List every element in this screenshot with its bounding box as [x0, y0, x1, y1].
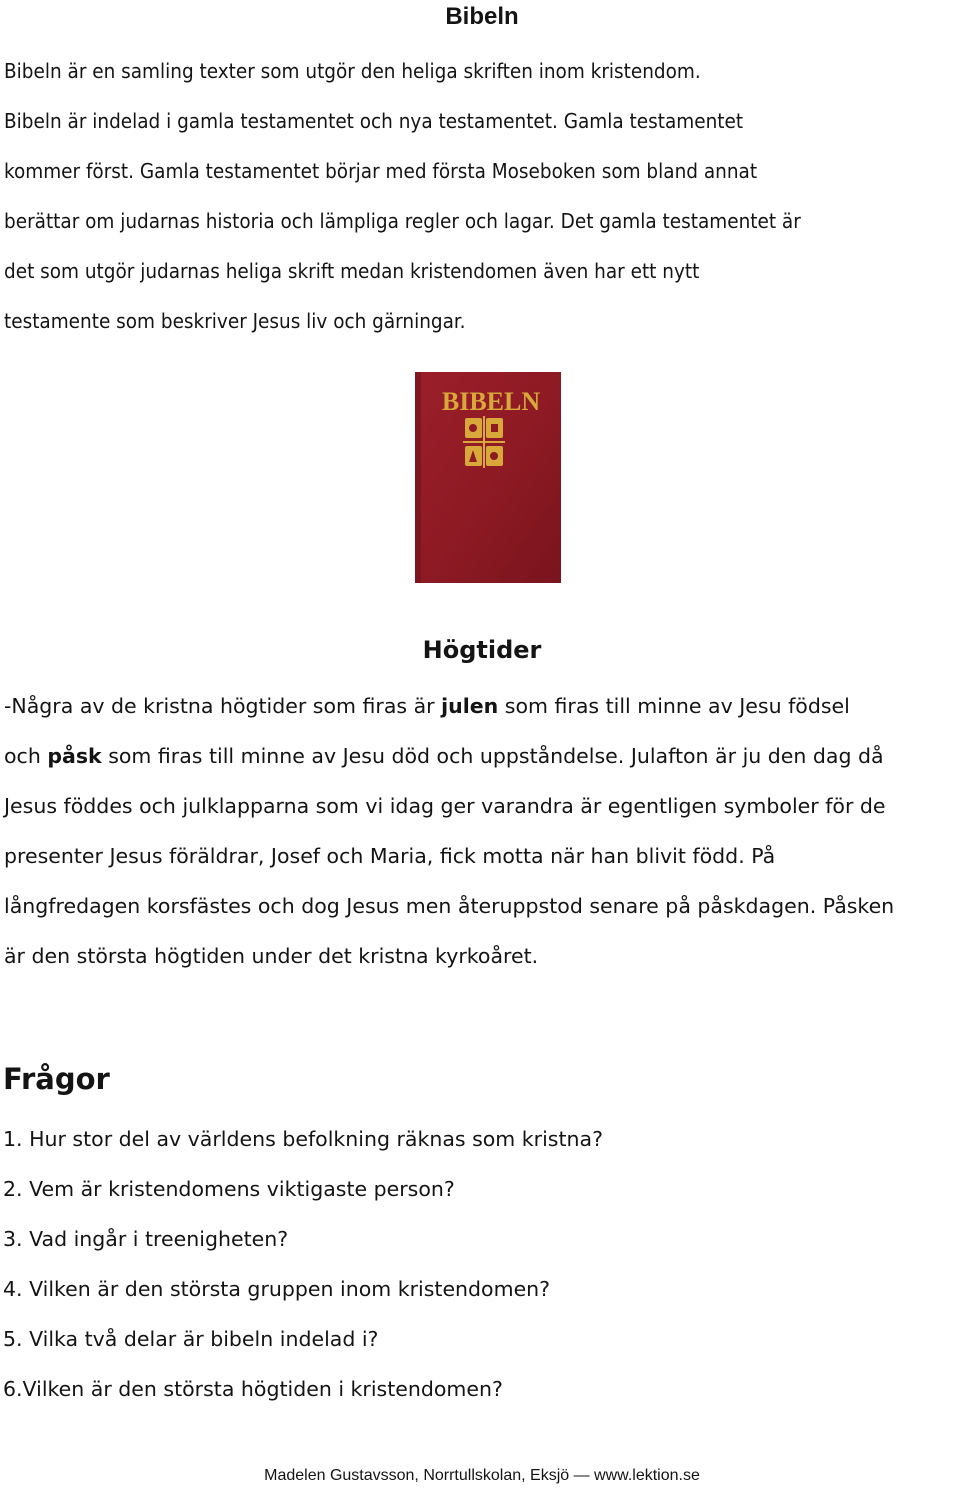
- footer-credit: Madelen Gustavsson, Norrtullskolan, Eksjö — www.lektion.se: [264, 1467, 700, 1484]
- intro-line: det som utgör judarnas heliga skrift medan kristendomen även har ett nytt: [4, 259, 700, 283]
- bible-cover-image: [415, 372, 561, 583]
- emblem-icon: [463, 416, 505, 468]
- text-run: och: [4, 744, 48, 768]
- intro-line: berättar om judarnas historia och lämpliga regler och lagar. Det gamla testamentet är: [4, 209, 801, 233]
- holidays-line: presenter Jesus föräldrar, Josef och Maria, fick motta när han blivit född. På: [4, 844, 776, 868]
- holidays-line: är den största högtiden under det kristna kyrkoåret.: [4, 944, 539, 968]
- intro-line: Bibeln är en samling texter som utgör den heliga skriften inom kristendom.: [4, 59, 701, 83]
- text-run: -Några av de kristna högtider som firas är: [4, 694, 442, 718]
- intro-line: testamente som beskriver Jesus liv och gärningar.: [4, 309, 466, 333]
- holidays-line: Jesus föddes och julklapparna som vi idag ger varandra är egentligen symboler för de: [4, 794, 886, 818]
- question-item: 4. Vilken är den största gruppen inom kristendomen?: [3, 1277, 551, 1301]
- questions-heading: Frågor: [3, 1062, 110, 1096]
- question-item: 2. Vem är kristendomens viktigaste person?: [3, 1177, 455, 1201]
- intro-line: kommer först. Gamla testamentet börjar med första Moseboken som bland annat: [4, 159, 758, 183]
- holidays-line: långfredagen korsfästes och dog Jesus men återuppstod senare på påskdagen. Påsken: [4, 894, 895, 918]
- holidays-line: [4, 742, 884, 770]
- question-item: 3. Vad ingår i treenigheten?: [3, 1227, 289, 1251]
- bold-term-julen: julen: [441, 694, 499, 718]
- page-title: Bibeln: [445, 3, 519, 30]
- holidays-heading: Högtider: [422, 636, 542, 664]
- question-item: 1. Hur stor del av världens befolkning räknas som kristna?: [3, 1127, 603, 1151]
- intro-line: Bibeln är indelad i gamla testamentet och nya testamentet. Gamla testamentet: [4, 109, 744, 133]
- cover-title: BIBELN: [441, 387, 541, 416]
- text-run: som firas till minne av Jesu födsel: [498, 694, 850, 718]
- bold-term-pask: påsk: [47, 744, 102, 768]
- question-item: 6.Vilken är den största högtiden i kristendomen?: [3, 1377, 503, 1401]
- question-item: 5. Vilka två delar är bibeln indelad i?: [3, 1327, 379, 1351]
- text-run: som firas till minne av Jesu död och uppståndelse. Julafton är ju den dag då: [101, 744, 884, 768]
- holidays-line: [4, 692, 850, 720]
